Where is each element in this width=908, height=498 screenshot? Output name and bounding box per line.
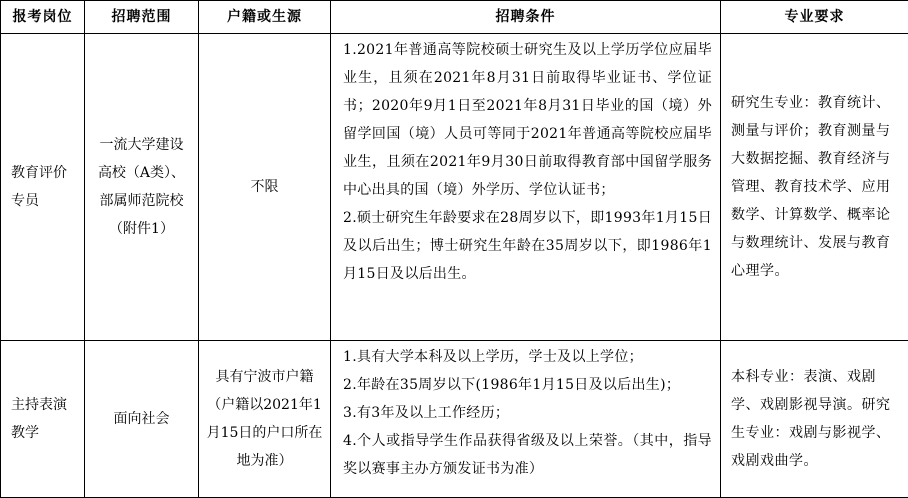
hukou-cell: 具有宁波市户籍（户籍以2021年1月15日的户口所在地为准） <box>199 341 331 498</box>
condition-item: 2.硕士研究生年龄要求在28周岁以下，即1993年1月15日及以后出生；博士研究生年龄在35周岁以下，即1986年1月15日及以后出生。 <box>343 204 712 288</box>
major-cell: 本科专业：表演、戏剧学、戏剧影视导演。研究生专业：戏剧与影视学、戏剧戏曲学。 <box>721 341 908 498</box>
conditions-cell <box>331 341 721 498</box>
header-row <box>1 1 908 34</box>
condition-item: 2.年龄在35周岁以下(1986年1月15日及以后出生)； <box>343 371 712 399</box>
post-cell <box>1 341 85 498</box>
hukou-cell: 不限 <box>199 34 331 341</box>
header-scope: 招聘范围 <box>85 1 199 34</box>
condition-item: 1.2021年普通高等院校硕士研究生及以上学历学位应届毕业生，且须在2021年8月31日前取得毕业证书、学位证书；2020年9月1日至2021年8月31日毕业的国（境）外留学回国（境）人员可等同于2021年普通高等院校应届毕业生，且须在2021年9月30日前取得教育部中国留学服务中心出具的国（境）外学历、学位认证书； <box>343 36 712 204</box>
header-conditions: 招聘条件 <box>331 1 721 34</box>
post-name: 教育评价专员 <box>11 159 75 215</box>
condition-item: 1.具有大学本科及以上学历，学士及以上学位； <box>343 343 712 371</box>
scope-cell: 面向社会 <box>85 341 199 498</box>
table-row <box>1 34 908 341</box>
header-hukou: 户籍或生源 <box>199 1 331 34</box>
header-post: 报考岗位 <box>1 1 85 34</box>
table-row <box>1 341 908 498</box>
condition-item: 3.有3年及以上工作经历； <box>343 399 712 427</box>
condition-item: 4.个人或指导学生作品获得省级及以上荣誉。（其中，指导奖以赛事主办方颁发证书为准） <box>343 427 712 483</box>
conditions-cell <box>331 34 721 341</box>
major-cell: 研究生专业：教育统计、测量与评价；教育测量与大数据挖掘、教育经济与管理、教育技术学、应用数学、计算数学、概率论与数理统计、发展与教育心理学。 <box>721 34 908 341</box>
header-major: 专业要求 <box>721 1 908 34</box>
scope-cell: 一流大学建设高校（A类）、部属师范院校（附件1） <box>85 34 199 341</box>
post-name: 主持表演教学 <box>11 391 75 447</box>
post-cell <box>1 34 85 341</box>
